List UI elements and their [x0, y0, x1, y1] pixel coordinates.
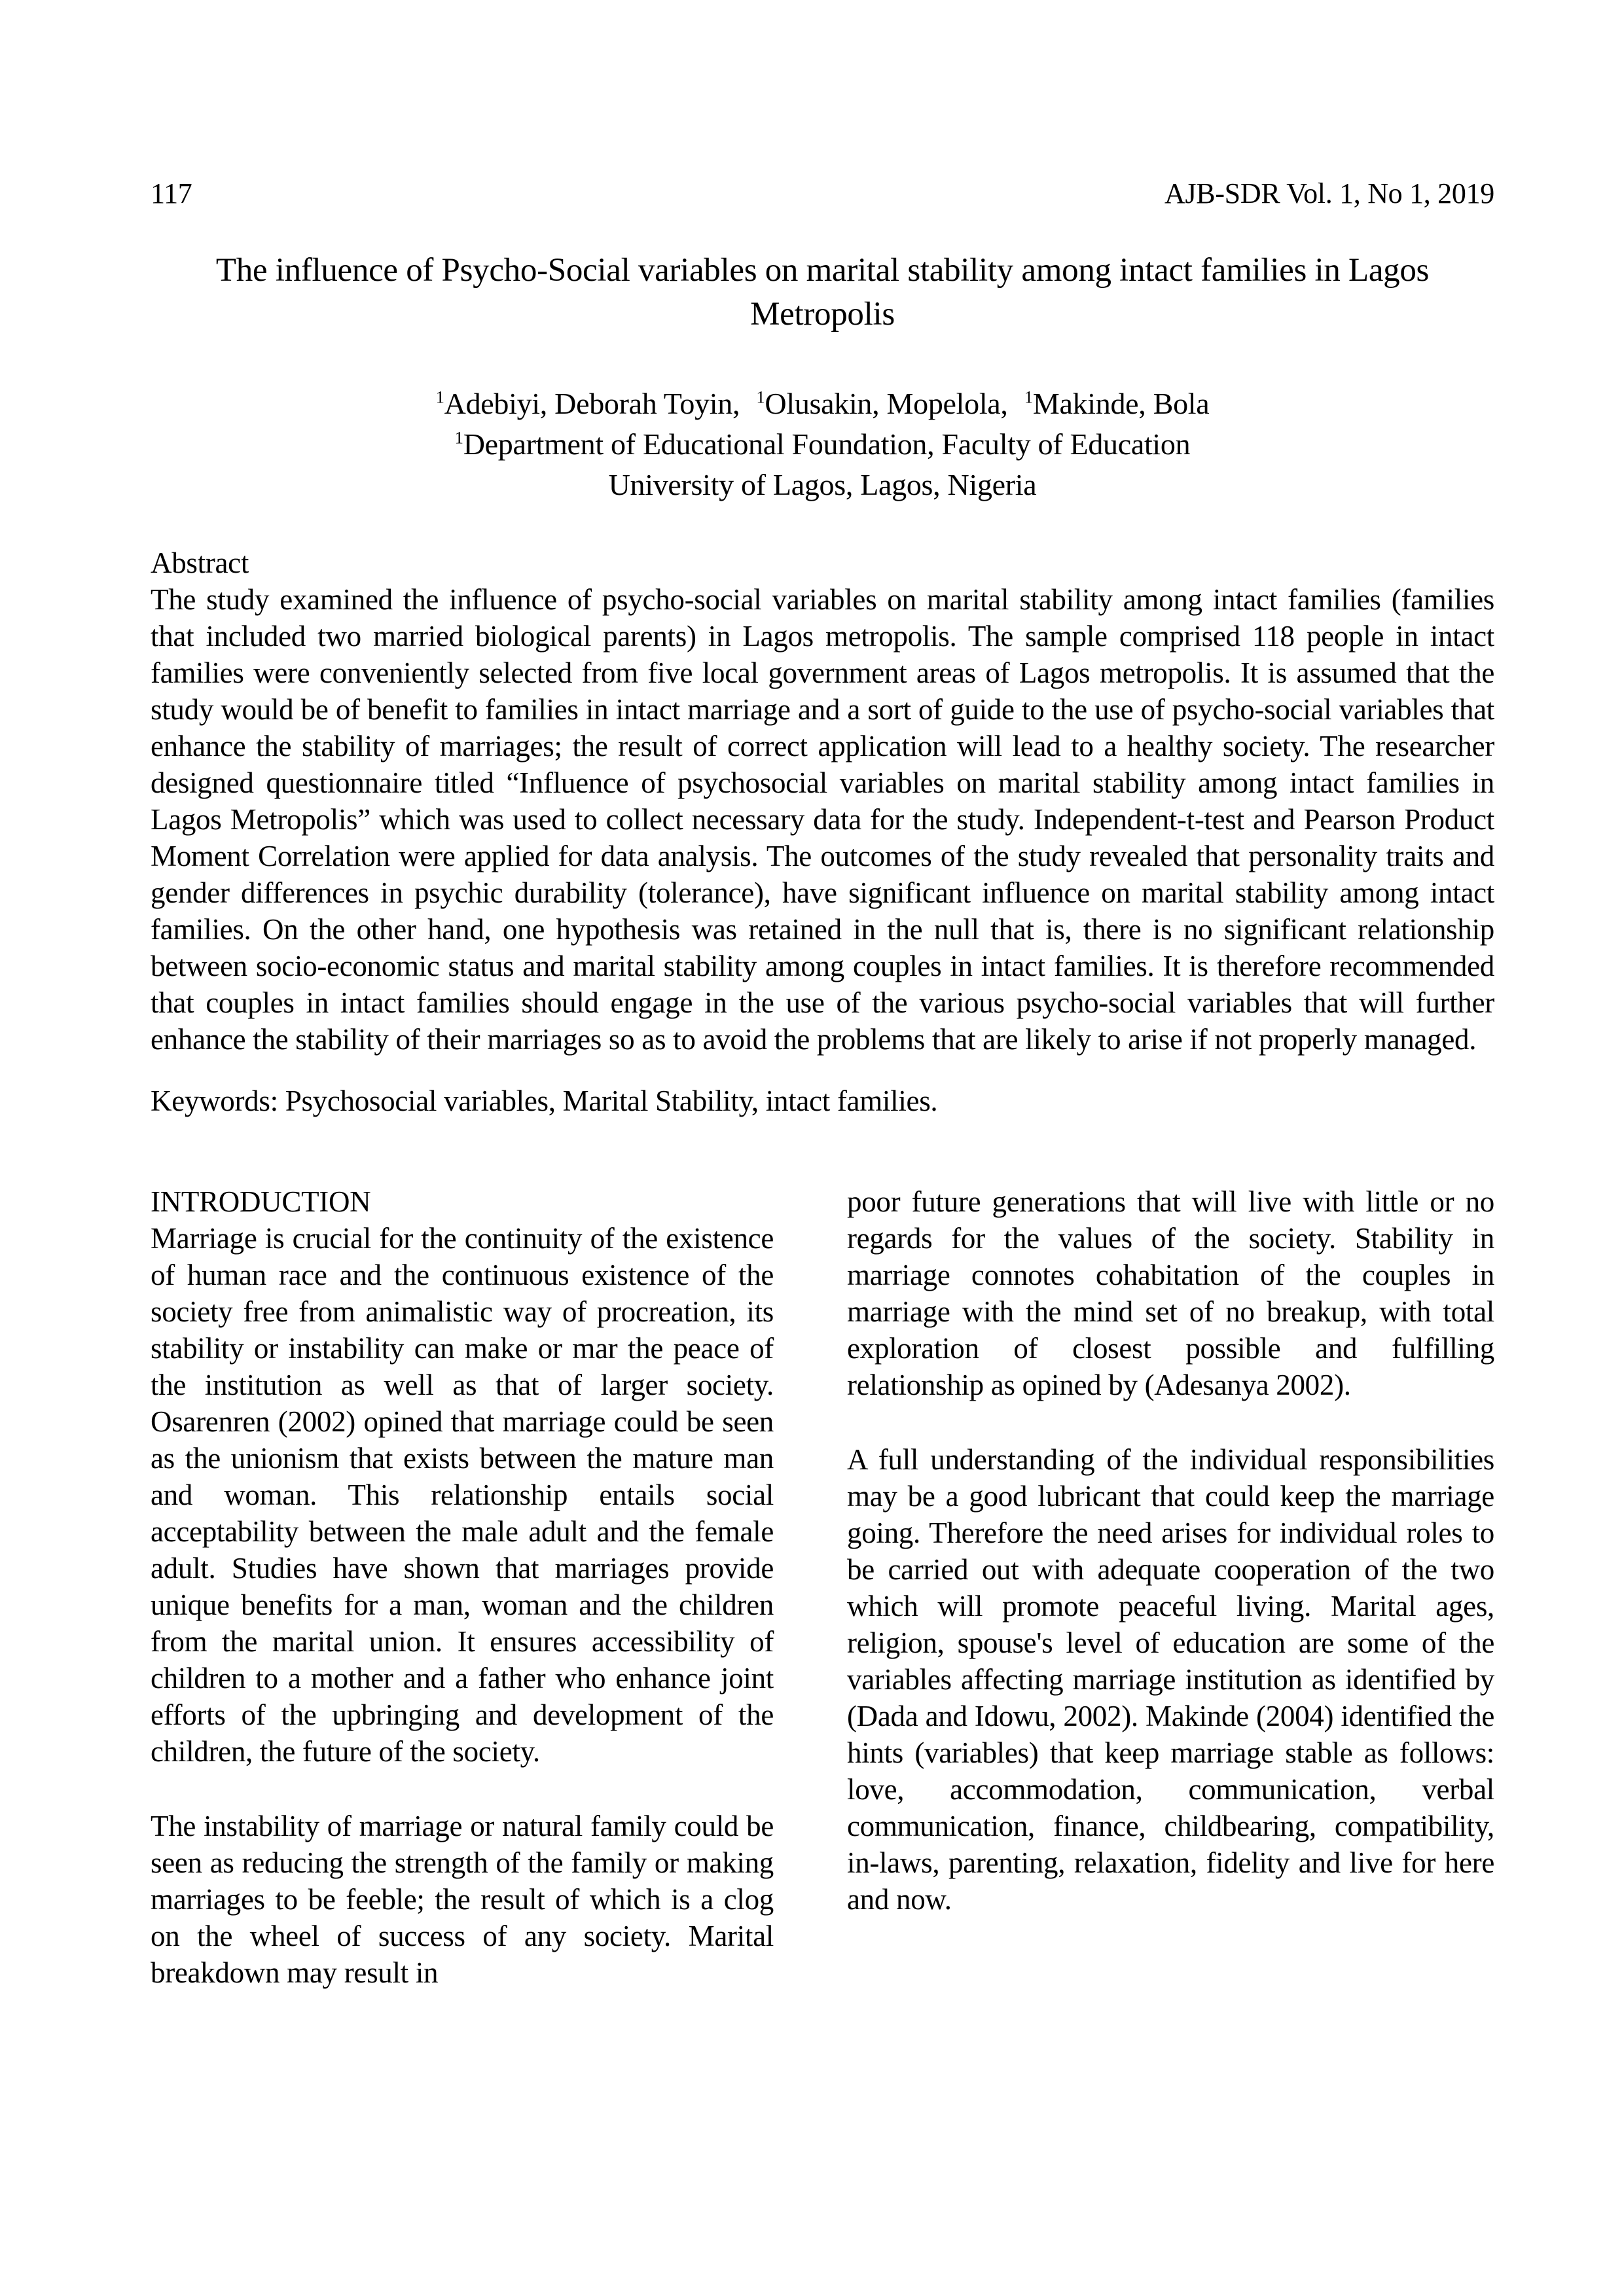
- institution-line: University of Lagos, Lagos, Nigeria: [608, 468, 1037, 501]
- author-affiliation-marker: 1: [756, 387, 765, 407]
- keywords-line: Keywords: Psychosocial variables, Marital Stability, intact families.: [151, 1085, 938, 1117]
- journal-ref: AJB-SDR Vol. 1, No 1, 2019: [1164, 177, 1494, 209]
- author: [756, 387, 1007, 420]
- paper-title: The influence of Psycho-Social variables on marital stability among intact families in Lagos Metropolis: [215, 252, 1430, 332]
- page-number: 117: [151, 177, 192, 209]
- author-name: Olusakin, Mopelola,: [765, 387, 1008, 420]
- affiliation-line: [151, 424, 1494, 465]
- author-affiliation-marker: 1: [435, 387, 444, 407]
- authors-block: [151, 384, 1494, 505]
- affiliation-marker: 1: [454, 427, 463, 448]
- introduction-heading: INTRODUCTION: [151, 1185, 371, 1218]
- introduction-paragraph-2: The instability of marriage or natural family could be seen as reducing the strength of the family or making marriages to be feeble; the result of which is a clog on the wheel of success of any society. Marital breakdown may result in: [151, 1810, 774, 1989]
- introduction-paragraph-4: A full understanding of the individual responsibilities may be a good lubricant that could keep the marriage going. Therefore the need arises for individual roles to be carried out with adequate cooperation of the two which will promote peaceful living. Marital ages, religion, spouse's level of education are some of the variables affecting marriage institution as identified by (Dada and Idowu, 2002). Makinde (2004) identified the hints (variables) that keep marriage stable as follows: love, accommodation, communication, verbal communication, finance, childbearing, compatibility, in-laws, parenting, relaxation, fidelity and live for here and now.: [847, 1443, 1494, 1916]
- right-column: [847, 1183, 1494, 2029]
- introduction-paragraph-3: poor future generations that will live with little or no regards for the values of the society. Stability in marriage connotes cohabitation of the couples in marriage with the mind set of no breakup, with total exploration of closest possible and fulfilling relationship as opined by (Adesanya 2002).: [847, 1185, 1494, 1401]
- two-column-section: [151, 1183, 1494, 2029]
- author-name: Makinde, Bola: [1032, 387, 1210, 420]
- author-affiliation-marker: 1: [1024, 387, 1033, 407]
- abstract-body: The study examined the influence of psycho-social variables on marital stability among intact families (families that included two married biological parents) in Lagos metropolis. The sample comprised 118 people in intact families were conveniently selected from five local government areas of Lagos metropolis. It is assumed that the study would be of benefit to families in intact marriage and a sort of guide to the use of psycho-social variables that enhance the stability of marriages; the result of correct application will lead to a healthy society. The researcher designed questionnaire titled “Influence of psychosocial variables on marital stability among intact families in Lagos Metropolis” which was used to collect necessary data for the study. Independent-t-test and Pearson Product Moment Correlation were applied for data analysis. The outcomes of the study revealed that personality traits and gender differences in psychic durability (tolerance), have significant influence on marital stability among intact families. On the other hand, one hypothesis was retained in the null that is, there is no significant relationship between socio-economic status and marital stability among couples in intact families. It is therefore recommended that couples in intact families should engage in the use of the various psycho-social variables that will further enhance the stability of their marriages so as to avoid the problems that are likely to arise if not properly managed.: [151, 583, 1494, 1056]
- left-column: [151, 1183, 774, 2029]
- affiliation-text: Department of Educational Foundation, Faculty of Education: [463, 427, 1191, 461]
- page-header: [151, 175, 1494, 212]
- abstract-heading: Abstract: [151, 547, 249, 579]
- introduction-paragraph-1: Marriage is crucial for the continuity of the existence of human race and the continuous existence of the society free from animalistic way of procreation, its stability or instability can make or mar the peace of the institution as well as that of larger society. Osarenren (2002) opined that marriage could be seen as the unionism that exists between the mature man and woman. This relationship entails social acceptability between the male adult and the female adult. Studies have shown that marriages provide unique benefits for a man, woman and the children from the marital union. It ensures accessibility of children to a mother and a father who enhance joint efforts of the upbringing and development of the children, the future of the society.: [151, 1222, 774, 1768]
- author: [1024, 387, 1210, 420]
- authors-line: [151, 384, 1494, 424]
- author-name: Adebiyi, Deborah Toyin,: [444, 387, 740, 420]
- author: [436, 387, 740, 420]
